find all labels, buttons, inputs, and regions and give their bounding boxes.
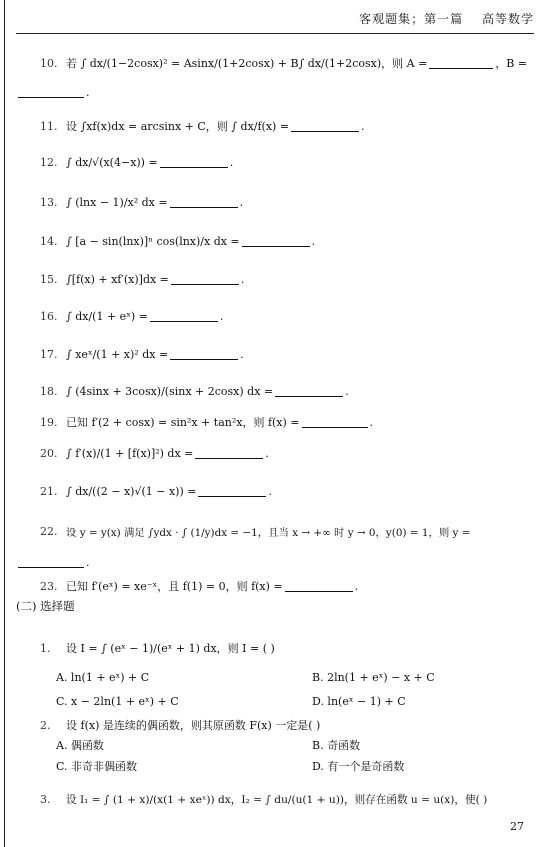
page-header — [345, 10, 534, 27]
answer-blank — [160, 157, 228, 168]
answer-blank — [170, 197, 238, 208]
option-a: A. 偶函数 — [56, 739, 104, 752]
answer-blank — [150, 311, 218, 322]
choice-question-1: 1. 设 I = ∫ (eˣ − 1)/(eˣ + 1) dx，则 I = ( ) — [40, 641, 275, 655]
answer-blank — [195, 448, 263, 459]
page-number: 27 — [510, 820, 524, 833]
option-c: C. 非奇非偶函数 — [56, 760, 138, 773]
question-22: 22. 设 y = y(x) 满足 ∫ydx · ∫ (1/y)dx = −1，且当 x → +∞ 时 y → 0，y(0) = 1，则 y = — [40, 525, 471, 539]
option-d: D. ln(eˣ − 1) + C — [312, 695, 406, 708]
page-border — [4, 0, 5, 847]
question-16: 16. ∫ dx/(1 + eˣ) = . — [40, 310, 224, 323]
question-19: 19. 已知 f′(2 + cosx) = sin²x + tan²x，则 f(x) = . — [40, 415, 374, 429]
answer-blank — [242, 236, 310, 247]
option-b: B. 2ln(1 + eˣ) − x + C — [312, 671, 435, 684]
question-21: 21. ∫ dx/((2 − x)√(1 − x)) = . — [40, 485, 272, 498]
question-23: 23. 已知 f′(eˣ) = xe⁻ˣ，且 f(1) = 0，则 f(x) = . — [40, 579, 359, 593]
question-11: 11. 设 ∫xf(x)dx = arcsinx + C，则 ∫ dx/f(x) = . — [40, 119, 365, 133]
question-15: 15. ∫[f(x) + xf′(x)]dx = . — [40, 273, 245, 286]
question-12: 12. ∫ dx/√(x(4−x)) = . — [40, 156, 234, 169]
question-10: 10. 若 ∫ dx/(1−2cosx)² = Asinx/(1+2cosx) + B∫ dx/(1+2cosx)，则 A = ，B = — [40, 56, 528, 70]
choice-question-3: 3. 设 I₁ = ∫ (1 + x)/(x(1 + xeˣ)) dx，I₂ = ∫ du/(u(1 + u))，则存在函数 u = u(x)，使( ) — [40, 793, 488, 806]
header-part: ；第一篇 — [411, 12, 464, 26]
choice-question-2: 2. 设 f(x) 是连续的偶函数，则其原函数 F(x) 一定是( ) — [40, 718, 321, 732]
answer-blank — [170, 349, 238, 360]
option-a: A. ln(1 + eˣ) + C — [56, 671, 150, 684]
answer-blank — [285, 581, 353, 592]
question-17: 17. ∫ xeˣ/(1 + x)² dx = . — [40, 348, 244, 361]
answer-blank — [18, 87, 84, 98]
answer-blank — [275, 386, 343, 397]
option-d: D. 有一个是奇函数 — [312, 760, 405, 773]
header-subject: 高等数学 — [481, 12, 534, 26]
answer-blank — [171, 274, 239, 285]
question-13: 13. ∫ (lnx − 1)/x² dx = . — [40, 196, 244, 209]
answer-blank — [291, 121, 359, 132]
question-20: 20. ∫ f′(x)/(1 + [f(x)]²) dx = . — [40, 447, 269, 460]
question-14: 14. ∫ [a − sin(lnx)]ⁿ cos(lnx)/x dx = . — [40, 235, 316, 248]
answer-blank — [198, 486, 266, 497]
answer-blank — [429, 58, 493, 69]
option-b: B. 奇函数 — [312, 739, 361, 752]
header-title: 客观题集 — [359, 12, 412, 26]
question-22-cont: . — [16, 556, 538, 569]
question-18: 18. ∫ (4sinx + 3cosx)/(sinx + 2cosx) dx = . — [40, 385, 349, 398]
question-10-cont: . — [16, 86, 538, 99]
section-title: (二) 选择题 — [16, 599, 75, 613]
answer-blank — [302, 417, 368, 428]
option-c: C. x − 2ln(1 + eˣ) + C — [56, 695, 179, 708]
header-rule — [16, 33, 534, 34]
answer-blank — [18, 557, 84, 568]
